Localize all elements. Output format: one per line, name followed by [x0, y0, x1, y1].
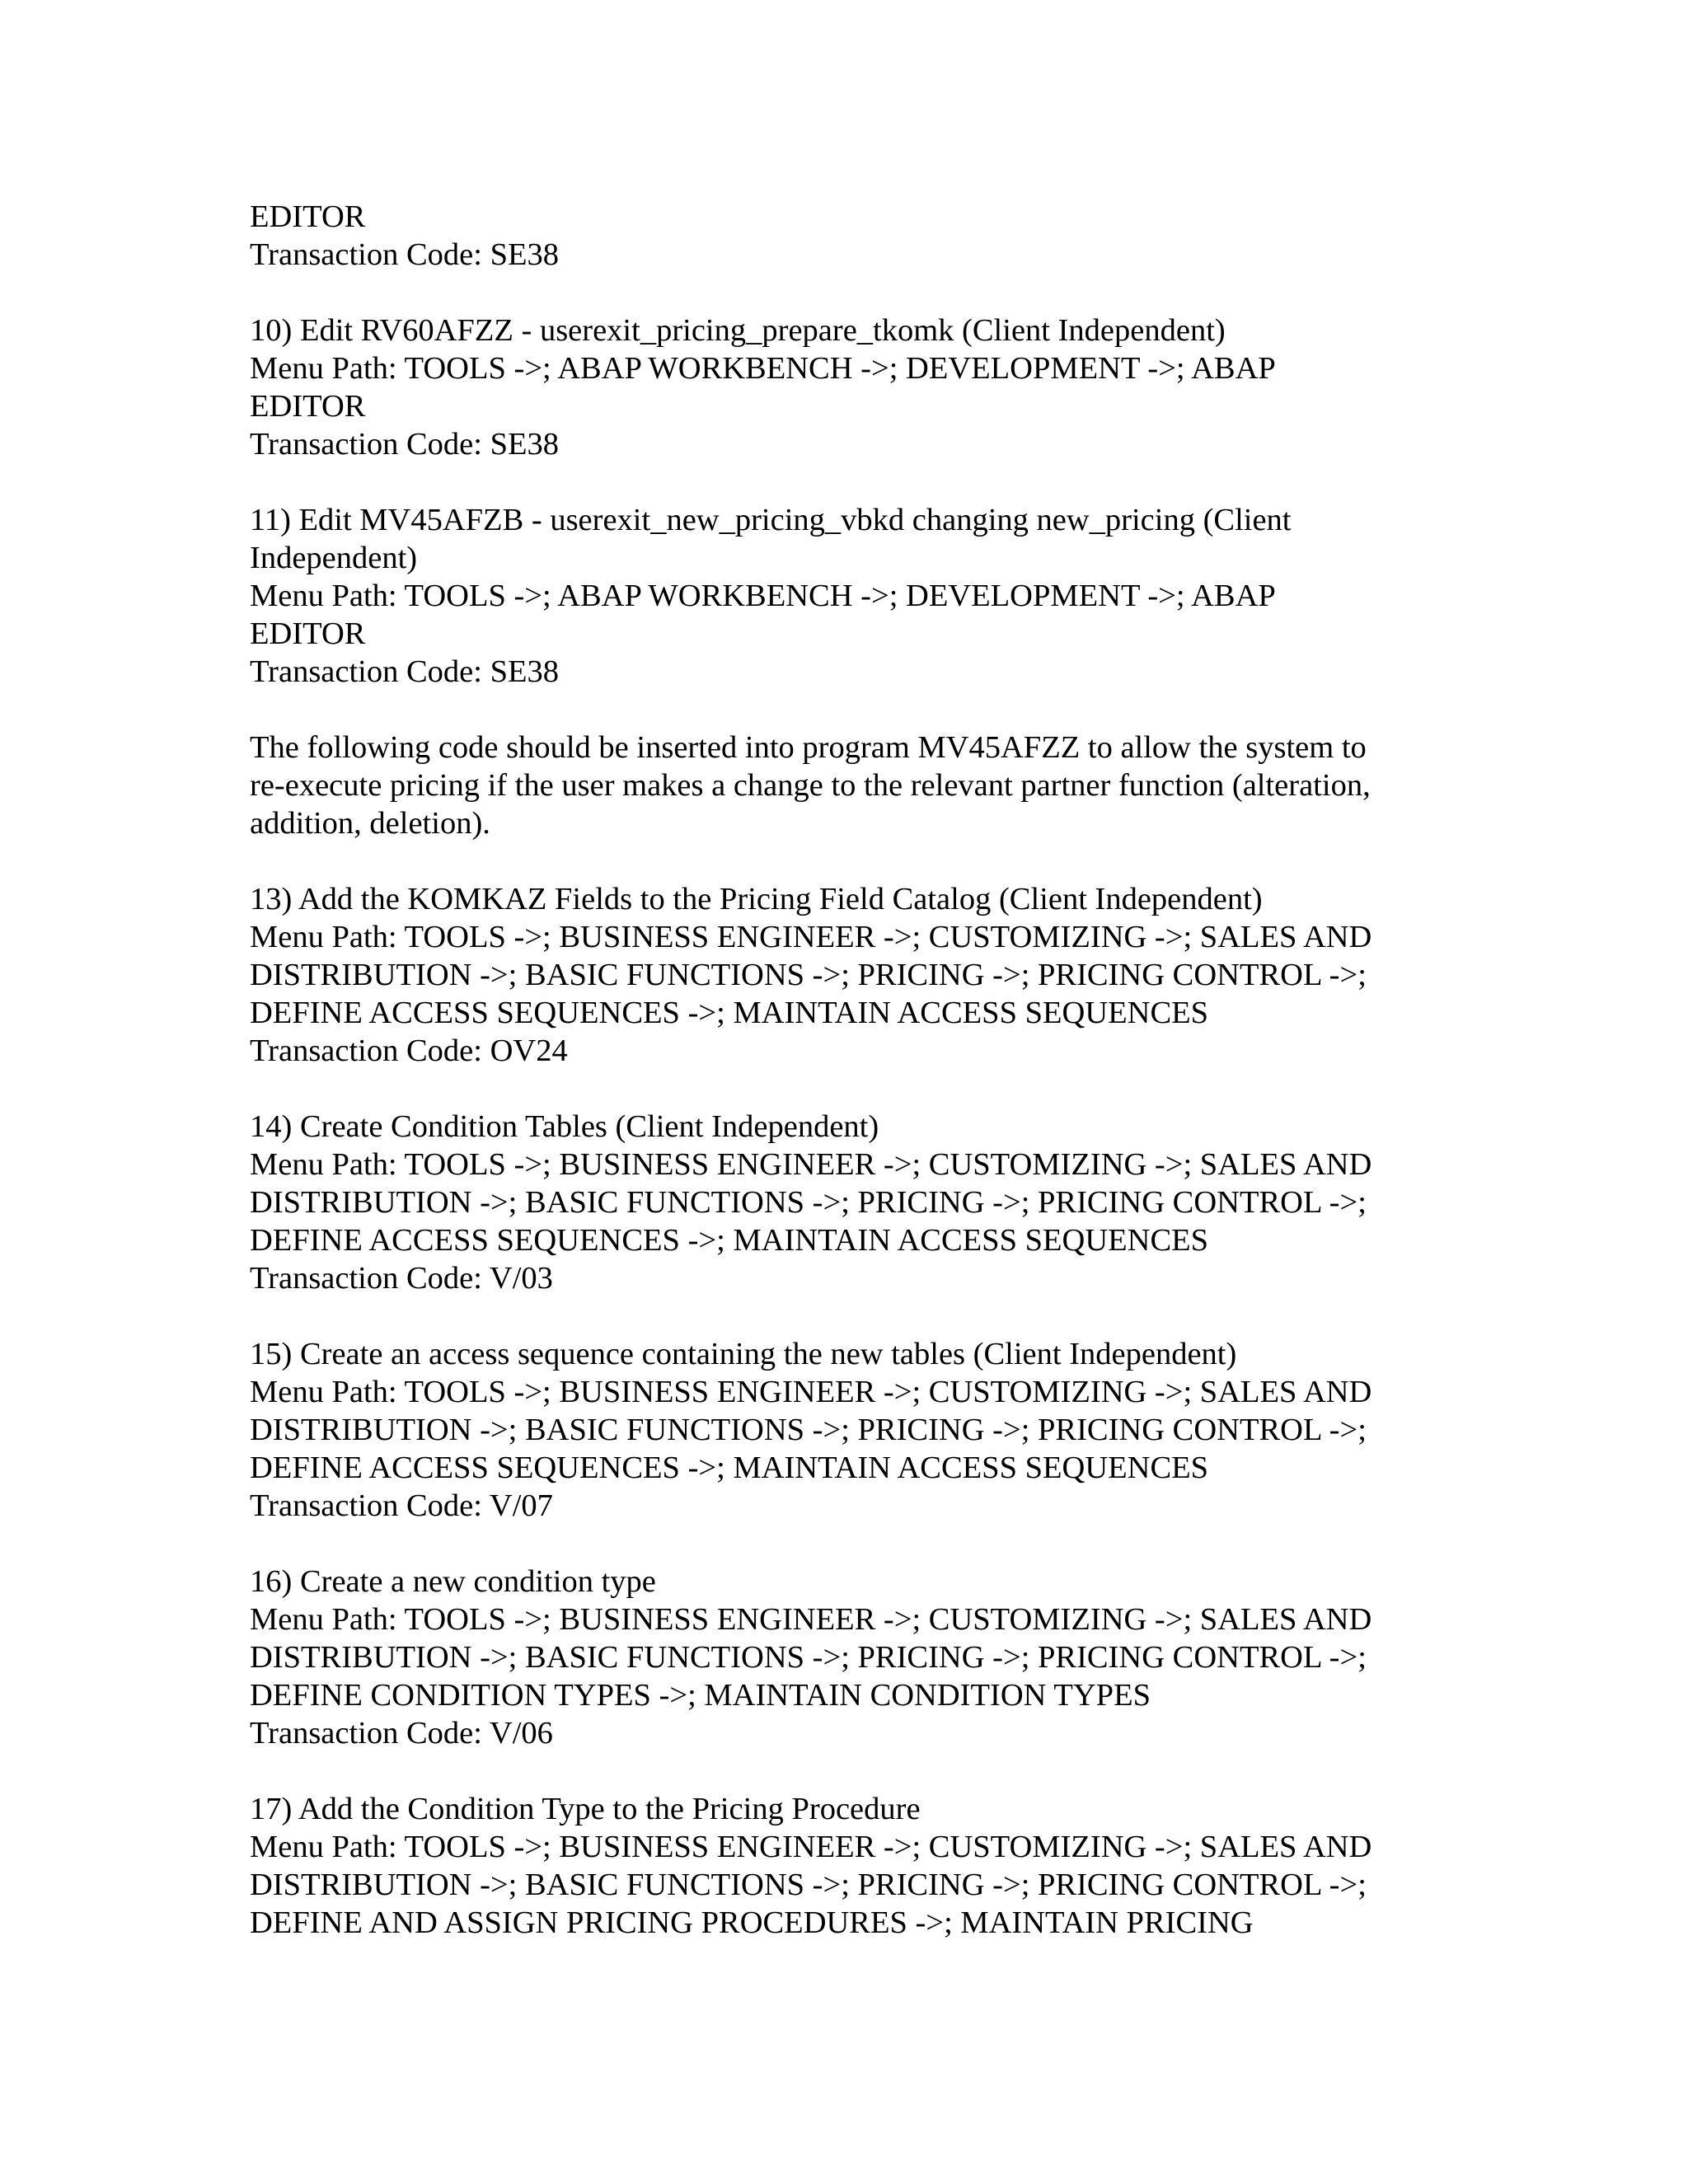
menu-path-line: Menu Path: TOOLS ->; ABAP WORKBENCH ->; DEVELOPMENT ->; ABAP	[250, 579, 1276, 613]
menu-path-line: Menu Path: TOOLS ->; BUSINESS ENGINEER ->; CUSTOMIZING ->; SALES AND	[250, 920, 1372, 954]
transaction-code-line: Transaction Code: V/06	[250, 1716, 553, 1750]
menu-path-line: DEFINE AND ASSIGN PRICING PROCEDURES ->; MAINTAIN PRICING	[250, 1905, 1254, 1940]
menu-path-line: EDITOR	[250, 389, 366, 424]
document-body	[250, 198, 1453, 1980]
text-line: addition, deletion).	[250, 806, 490, 841]
step-heading: 10) Edit RV60AFZZ - userexit_pricing_prepare_tkomk (Client Independent)	[250, 313, 1226, 348]
step-13	[250, 880, 1453, 1070]
step-14	[250, 1108, 1453, 1297]
text-line: The following code should be inserted into program MV45AFZZ to allow the system to	[250, 730, 1367, 765]
menu-path-line: Menu Path: TOOLS ->; BUSINESS ENGINEER ->; CUSTOMIZING ->; SALES AND	[250, 1375, 1372, 1409]
menu-path-line: DEFINE ACCESS SEQUENCES ->; MAINTAIN ACCESS SEQUENCES	[250, 1223, 1209, 1258]
step-10	[250, 312, 1453, 463]
text-line: EDITOR	[250, 199, 366, 234]
step-15	[250, 1335, 1453, 1525]
menu-path-line: DEFINE ACCESS SEQUENCES ->; MAINTAIN ACCESS SEQUENCES	[250, 1451, 1209, 1485]
step-17	[250, 1790, 1453, 1942]
menu-path-line: Menu Path: TOOLS ->; BUSINESS ENGINEER ->; CUSTOMIZING ->; SALES AND	[250, 1602, 1372, 1637]
step-11	[250, 501, 1453, 691]
text-line: re-execute pricing if the user makes a change to the relevant partner function (alteration,	[250, 768, 1371, 803]
step-heading: 14) Create Condition Tables (Client Independent)	[250, 1109, 879, 1144]
menu-path-line: DEFINE CONDITION TYPES ->; MAINTAIN CONDITION TYPES	[250, 1678, 1151, 1713]
step-heading: 15) Create an access sequence containing the new tables (Client Independent)	[250, 1337, 1237, 1371]
step-heading: Independent)	[250, 541, 418, 575]
menu-path-line: DISTRIBUTION ->; BASIC FUNCTIONS ->; PRICING ->; PRICING CONTROL ->;	[250, 1868, 1367, 1902]
menu-path-line: DEFINE ACCESS SEQUENCES ->; MAINTAIN ACCESS SEQUENCES	[250, 996, 1209, 1030]
menu-path-line: DISTRIBUTION ->; BASIC FUNCTIONS ->; PRICING ->; PRICING CONTROL ->;	[250, 958, 1367, 992]
menu-path-line: Menu Path: TOOLS ->; BUSINESS ENGINEER ->; CUSTOMIZING ->; SALES AND	[250, 1147, 1372, 1182]
transaction-code-line: Transaction Code: SE38	[250, 654, 560, 689]
menu-path-line: DISTRIBUTION ->; BASIC FUNCTIONS ->; PRICING ->; PRICING CONTROL ->;	[250, 1413, 1367, 1447]
paragraph-editor-se38	[250, 198, 1453, 274]
step-heading: 17) Add the Condition Type to the Pricing Procedure	[250, 1792, 921, 1826]
menu-path-line: DISTRIBUTION ->; BASIC FUNCTIONS ->; PRICING ->; PRICING CONTROL ->;	[250, 1185, 1367, 1220]
menu-path-line: Menu Path: TOOLS ->; ABAP WORKBENCH ->; DEVELOPMENT ->; ABAP	[250, 351, 1276, 386]
transaction-code-line: Transaction Code: SE38	[250, 427, 560, 462]
step-heading: 13) Add the KOMKAZ Fields to the Pricing Field Catalog (Client Independent)	[250, 882, 1263, 916]
menu-path-line: Menu Path: TOOLS ->; BUSINESS ENGINEER ->; CUSTOMIZING ->; SALES AND	[250, 1830, 1372, 1864]
step-16	[250, 1563, 1453, 1752]
transaction-code-line: Transaction Code: V/03	[250, 1261, 553, 1296]
step-heading: 16) Create a new condition type	[250, 1564, 656, 1599]
transaction-code-line: Transaction Code: OV24	[250, 1033, 568, 1068]
transaction-code-line: Transaction Code: V/07	[250, 1488, 553, 1523]
menu-path-line: DISTRIBUTION ->; BASIC FUNCTIONS ->; PRICING ->; PRICING CONTROL ->;	[250, 1640, 1367, 1675]
step-heading: 11) Edit MV45AFZB - userexit_new_pricing_vbkd changing new_pricing (Client	[250, 503, 1292, 537]
paragraph-code-insert-note	[250, 729, 1453, 842]
menu-path-line: EDITOR	[250, 616, 366, 651]
transaction-code-line: Transaction Code: SE38	[250, 237, 560, 272]
